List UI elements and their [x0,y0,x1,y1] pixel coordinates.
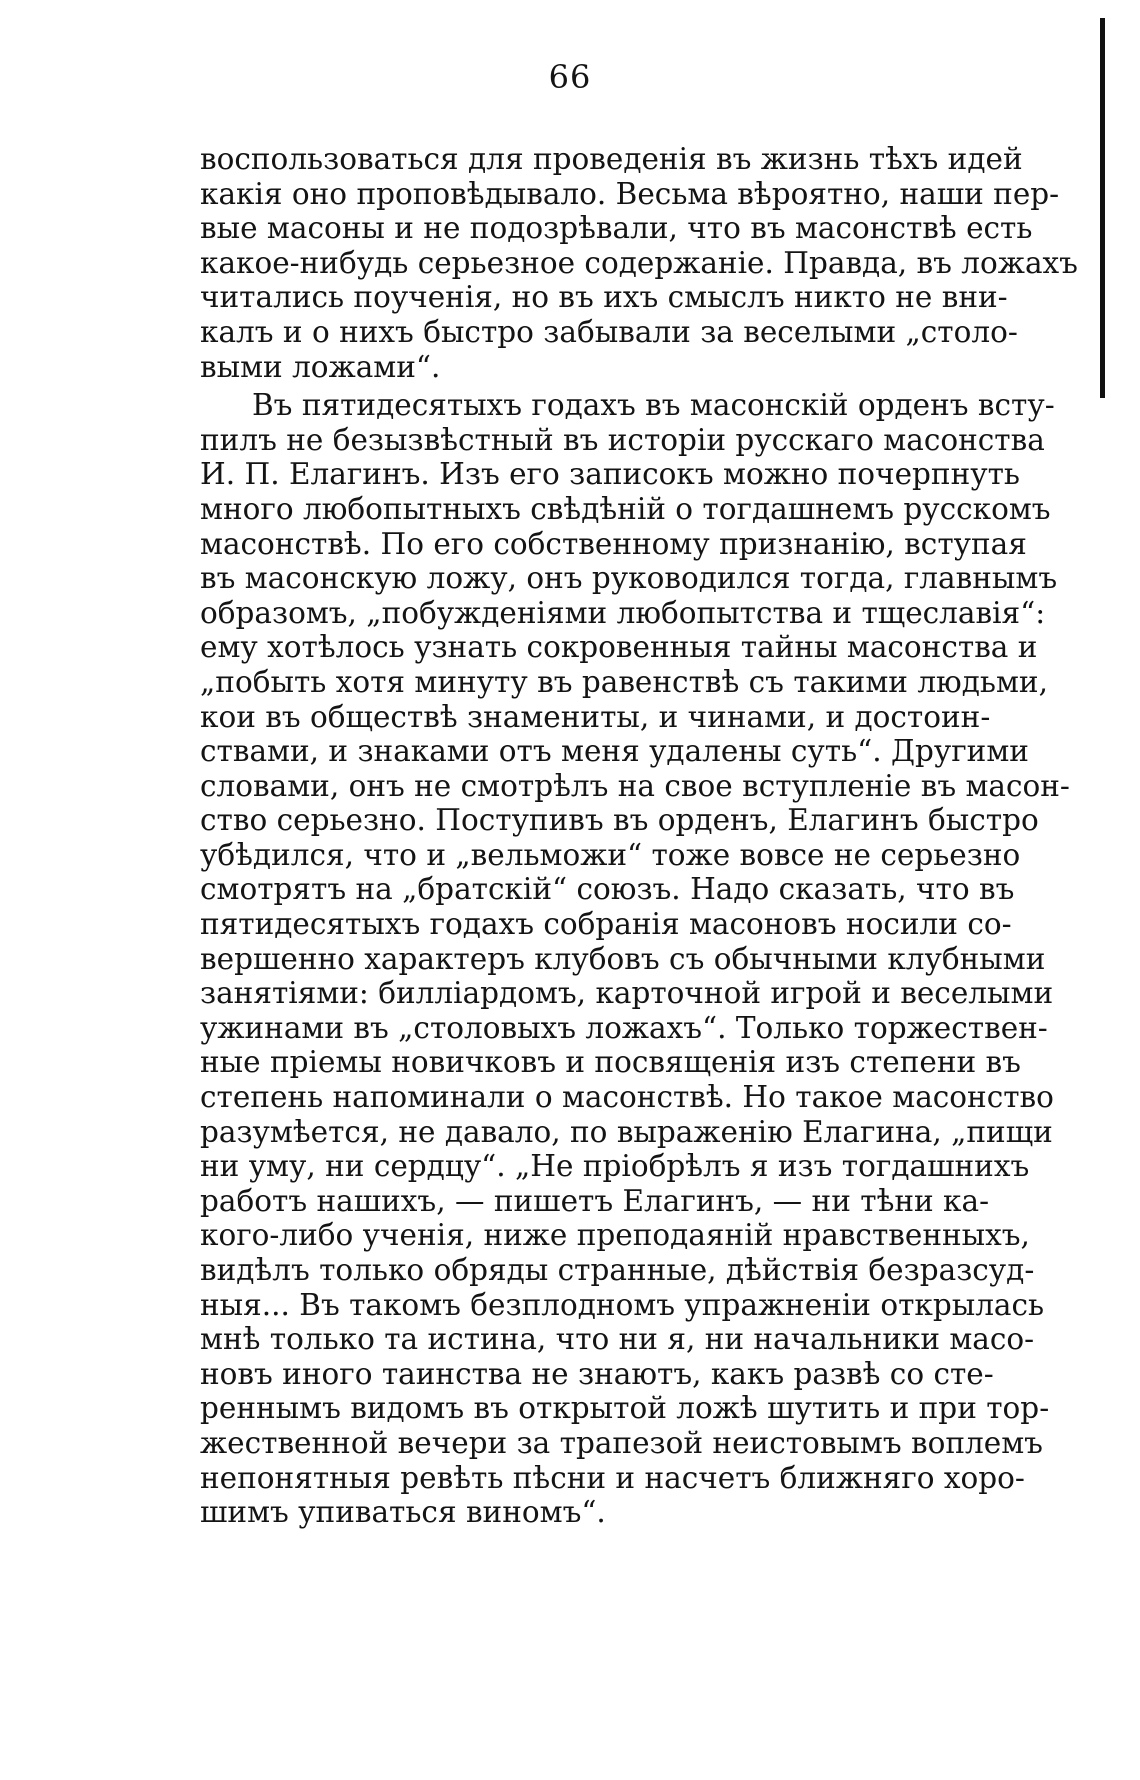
text-line: ствами, и знаками отъ меня удалены суть“. Другими [200,734,1029,769]
page-number: 66 [548,58,592,96]
text-line: въ масонскую ложу, онъ руководился тогда, главнымъ [200,561,1058,596]
text-line: вые масоны и не подозрѣвали, что въ масонствѣ есть [200,211,1033,246]
text-line: Въ пятидесятыхъ годахъ въ масонскій орденъ всту- [252,388,1055,423]
text-line: калъ и о нихъ быстро забывали за веселыми „столо- [200,314,1018,349]
text-line: ство серьезно. Поступивъ въ орденъ, Елагинъ быстро [200,803,1039,838]
text-line: какія оно проповѣдывало. Весьма вѣроятно, наши пер- [200,176,1060,211]
text-line: занятіями: билліардомъ, карточной игрой и веселыми [200,976,1054,1011]
text-line: убѣдился, что и „вельможи“ тоже вовсе не серьезно [200,837,1021,872]
text-line: „побыть хотя минуту въ равенствѣ съ такими людьми, [200,664,1048,699]
text-line: ужинами въ „столовыхъ ложахъ“. Только торжествен- [200,1010,1048,1045]
text-line: словами, онъ не смотрѣлъ на свое вступленіе въ масон- [200,768,1070,803]
text-line: кого-либо ученія, ниже преподаяній нравственныхъ, [200,1218,1030,1253]
text-line: пилъ не безызвѣстный въ исторіи русскаго масонства [200,422,1045,457]
text-line: И. П. Елагинъ. Изъ его записокъ можно почерпнуть [200,457,1020,492]
text-line: жественной вечери за трапезой неистовымъ воплемъ [200,1425,1043,1460]
body-text [200,142,1100,1530]
text-line: шимъ упиваться виномъ“. [200,1495,606,1530]
text-line: масонствѣ. По его собственному признанію, вступая [200,526,1027,561]
paragraph-2 [200,388,1100,1530]
text-line: новъ иного таинства не знаютъ, какъ развѣ со сте- [200,1356,994,1391]
text-line: непонятныя ревѣть пѣсни и насчетъ ближняго хоро- [200,1460,1025,1495]
text-line: пятидесятыхъ годахъ собранія масоновъ носили со- [200,907,1012,942]
text-line: разумѣется, не давало, по выраженію Елагина, „пищи [200,1114,1053,1149]
text-line: какое-нибудь серьезное содержаніе. Правда, въ ложахъ [200,245,1078,280]
text-line: воспользоваться для проведенія въ жизнь тѣхъ идей [200,142,1023,176]
text-line: кои въ обществѣ знамениты, и чинами, и достоин- [200,699,991,734]
text-line: степень напоминали о масонствѣ. Но такое масонство [200,1080,1054,1115]
text-line: вершенно характеръ клубовъ съ обычными клубными [200,941,1046,976]
text-line: читались поученія, но въ ихъ смыслъ никто не вни- [200,280,1008,315]
text-line: много любопытныхъ свѣдѣній о тогдашнемъ русскомъ [200,491,1051,526]
paragraph-1 [200,142,1100,384]
text-line: ему хотѣлось узнать сокровенныя тайны масонства и [200,630,1038,665]
text-line: ные пріемы новичковъ и посвященія изъ степени въ [200,1045,1021,1080]
text-line: реннымъ видомъ въ открытой ложѣ шутить и при тор- [200,1391,1050,1426]
text-line: смотрятъ на „братскій“ союзъ. Надо сказать, что въ [200,872,1015,907]
text-line: выми ложами“. [200,349,441,384]
text-line: ни уму, ни сердцу“. „Не пріобрѣлъ я изъ тогдашнихъ [200,1149,1030,1184]
text-line: ныя... Въ такомъ безплодномъ упражненіи открылась [200,1287,1045,1322]
text-line: видѣлъ только обряды странные, дѣйствія безразсуд- [200,1253,1035,1287]
text-line: работъ нашихъ, — пишетъ Елагинъ, — ни тѣни ка- [200,1183,990,1218]
text-line: образомъ, „побужденіями любопытства и тщеславія“: [200,595,1046,630]
text-line: мнѣ только та истина, что ни я, ни начальники масо- [200,1322,1035,1357]
